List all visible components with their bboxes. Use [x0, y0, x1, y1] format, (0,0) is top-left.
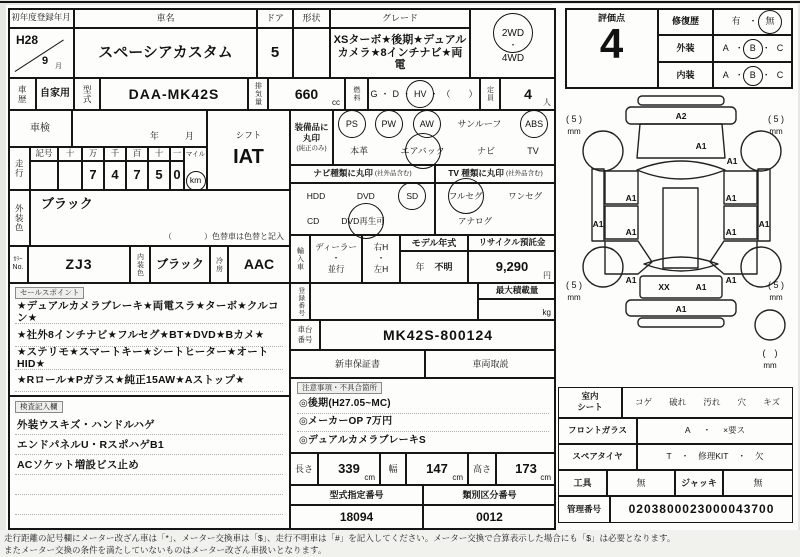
- cautions-tag: 注意事項・不具合箇所: [297, 382, 382, 394]
- equip-abs-circled: ABS: [525, 119, 544, 130]
- mileage-digit-header: 百: [126, 147, 148, 161]
- nav-row-2: [291, 217, 434, 227]
- import-label: [290, 235, 310, 283]
- handle-left: 左H: [373, 263, 389, 274]
- fuel-dot-1: ・: [380, 88, 390, 99]
- model-year-unknown: 不明: [434, 261, 453, 272]
- displacement-label-text: 排気量: [254, 82, 262, 106]
- damage-label-a1: A1: [726, 156, 738, 166]
- sales-point-line: ★ステリモ★スマートキー★シートヒーター★オートHID★: [15, 347, 283, 370]
- spare-dot-1: ・: [680, 451, 690, 462]
- first-registration-label: 初年度登録年月: [8, 8, 74, 28]
- rear-bottom-bar: [638, 318, 724, 327]
- exterior-color-label: [8, 190, 30, 246]
- class-number-value: 0012: [423, 505, 556, 530]
- shaken-year-unit: 年: [149, 130, 159, 141]
- import-handle-cell: [362, 235, 400, 283]
- chassis-label-1: 車台: [297, 324, 313, 334]
- caution-line: ◎デュアルカメラブレーキS: [299, 434, 426, 446]
- jack-value: 無: [723, 470, 793, 496]
- management-number-label: 管理番号: [558, 496, 610, 523]
- wheel-spare: [755, 310, 785, 340]
- tread-rear-right: ( 5 ): [767, 280, 785, 290]
- displacement-value: [268, 78, 345, 110]
- seat-options: [622, 387, 793, 418]
- drive-type-cell: [470, 8, 556, 78]
- windshield-value: [637, 418, 793, 444]
- equipment-row-2: [334, 146, 555, 156]
- ac-value: AAC: [228, 246, 290, 283]
- roof-panel: [663, 188, 698, 268]
- shape-value: [293, 28, 330, 78]
- mileage-digit: 7: [126, 161, 148, 190]
- color-no-label: [8, 246, 28, 283]
- import-dealer: ディーラー: [315, 242, 357, 253]
- tread-depth-labels: [566, 114, 784, 370]
- equipment-row-1: [334, 119, 555, 129]
- nav-type-header: [290, 165, 435, 183]
- fuel-dot-2: ・: [401, 88, 411, 99]
- cautions-box: [290, 378, 556, 453]
- jack-label: ジャッキ: [675, 470, 723, 496]
- shaken-month-unit: 月: [184, 130, 194, 141]
- nav-dvd-play-circled: DVD再生可: [341, 215, 385, 226]
- tv-type-items: [435, 183, 556, 235]
- interior-color-label: [130, 246, 150, 283]
- recycle-amount: 9,290: [495, 258, 529, 274]
- tread-front-right: ( 5 ): [767, 114, 785, 124]
- type-number-value: 18094: [290, 505, 423, 530]
- inspection-tag: 検査記入欄: [15, 401, 63, 413]
- height-unit: cm: [540, 472, 551, 482]
- inspection-line: 外装ウスキズ・ハンドルハゲ: [15, 415, 283, 435]
- length-number: 339: [338, 460, 360, 476]
- interior-grade-value: [713, 62, 793, 89]
- sales-point-line: ★社外8インチナビ★フルセグ★BT★DVD★Bカメ★: [15, 324, 283, 346]
- equipment-label-line1: 装備品に: [294, 122, 329, 132]
- model-code-label: [74, 78, 100, 110]
- spare-tire-label: スペアタイヤ: [558, 444, 637, 470]
- tread-rear-left: ( 5 ): [565, 280, 583, 290]
- windshield-label: フロントガラス: [558, 418, 637, 444]
- equipment-label-line3: (純正のみ): [296, 144, 327, 152]
- fuel-gasoline: G: [370, 88, 378, 99]
- mileage-digit: 4: [104, 161, 126, 190]
- side-sill-left: [592, 169, 604, 241]
- nav-type-header-text: ナビ種類に丸印: [313, 168, 373, 179]
- registration-number-label-text: 登録番号: [297, 286, 305, 317]
- import-dot-2: ・: [376, 253, 386, 264]
- windshield: [637, 161, 725, 179]
- tread-spare: ( ): [762, 348, 778, 358]
- width-unit: cm: [452, 472, 463, 482]
- mileage-digit-header: 十: [148, 147, 170, 161]
- recycle-value: [468, 251, 556, 283]
- rear-window: [644, 257, 718, 271]
- mileage-digit: 0: [170, 161, 184, 190]
- mileage-digit: 7: [82, 161, 104, 190]
- repair-history-value: [713, 8, 793, 35]
- mileage-label: [8, 147, 30, 190]
- inspection-box: [8, 396, 290, 529]
- color-no-label-2: No.: [12, 264, 24, 272]
- sales-points-tag-row: [15, 287, 283, 299]
- import-label-text: 輸入車: [296, 247, 304, 271]
- chassis-label-2: 番号: [297, 334, 313, 344]
- repair-history-label: 修復歴: [658, 8, 713, 35]
- damage-label-a1: A1: [625, 227, 637, 237]
- chassis-label: [290, 320, 320, 350]
- nav-type-header-note: (社外品含む): [374, 170, 412, 178]
- exterior-color-text: ブラック: [41, 196, 93, 211]
- damage-label-a1: A1: [675, 304, 687, 314]
- mileage-digit-header: 千: [104, 147, 126, 161]
- equipment-label-line2: 丸印: [302, 132, 320, 143]
- first-registration-value: [8, 28, 74, 78]
- cautions-tag-row: [297, 382, 549, 394]
- manual-cell: 車両取説: [425, 350, 556, 378]
- interior-grade-a: A: [722, 70, 729, 81]
- width-number: 147: [426, 460, 448, 476]
- sales-point-line: ★デュアルカメラブレーキ★両電スラ★ターボ★クルコン★: [15, 301, 283, 324]
- model-code-label-text: 型式: [82, 84, 93, 104]
- grade-value: XSターボ★後期★デュアルカメラ★8インチナビ★両電: [330, 28, 470, 78]
- exterior-grade-a: A: [722, 43, 729, 54]
- rear-gate: [640, 276, 722, 298]
- seat-option-yogore: 汚れ: [703, 396, 721, 407]
- equip-leather: 本革: [350, 145, 369, 156]
- inspection-empty-line: [15, 475, 283, 495]
- hood-panel: [637, 124, 725, 158]
- km-circled: km: [189, 175, 202, 186]
- interior-grade-b-circled: B: [749, 70, 756, 81]
- seat-option-ana: 穴: [737, 396, 746, 407]
- damage-label-a1: A1: [625, 275, 637, 285]
- repair-no-circled: 無: [765, 16, 775, 27]
- tv-row-1: [436, 192, 555, 202]
- mileage-digit: 5: [148, 161, 170, 190]
- seat-option-yabure: 破れ: [669, 396, 687, 407]
- shaken-label: 車検: [8, 110, 72, 147]
- damage-label-a1: A1: [758, 219, 770, 229]
- footer-notes: [4, 532, 796, 557]
- color-change-note: （ ）色替車は色替と記入: [164, 231, 284, 241]
- nav-dvd: DVD: [356, 190, 375, 201]
- spare-tire-value: [637, 444, 793, 470]
- ac-label-text: 冷房: [215, 256, 223, 273]
- drive-separator-dot: ・: [508, 40, 518, 51]
- model-year-header: モデル年式: [400, 235, 468, 251]
- repair-dot: ・: [748, 16, 758, 27]
- car-damage-diagram: [552, 94, 794, 390]
- fuel-label-text: 燃料: [353, 86, 360, 102]
- length-value: [318, 453, 380, 485]
- equipment-label: [290, 110, 333, 165]
- spare-tire-kit: 修理KIT: [698, 451, 729, 462]
- exterior-color-value: [30, 190, 290, 246]
- repair-yes: 有: [731, 16, 741, 27]
- handle-right: 右H: [373, 242, 389, 253]
- management-number-value: 0203800023000043700: [610, 496, 793, 523]
- height-value: [496, 453, 556, 485]
- damage-label-xx: XX: [658, 282, 670, 292]
- sales-points-box: [8, 283, 290, 396]
- capacity-number: 4: [524, 85, 532, 102]
- spare-tire-t: T: [666, 451, 672, 462]
- equip-airbag-circled: エアバック: [400, 145, 445, 156]
- quarter-panel-right: [710, 241, 757, 274]
- equip-navi: ナビ: [477, 145, 496, 156]
- mile-label: マイル: [185, 151, 206, 158]
- sales-point-line: ★Rロール★Pガラス★純正15AW★Aストップ★: [15, 370, 283, 392]
- shift-label: シフト: [235, 129, 262, 140]
- max-load-unit: kg: [542, 307, 551, 317]
- tools-value: 無: [607, 470, 675, 496]
- nav-row-1: [291, 192, 434, 202]
- fuel-value: [368, 78, 480, 110]
- tread-unit: mm: [567, 127, 581, 136]
- drive-4wd: 4WD: [501, 52, 525, 64]
- tread-unit: mm: [567, 293, 581, 302]
- fuel-hv-circled: HV: [414, 88, 427, 99]
- tread-unit: mm: [769, 293, 783, 302]
- inspection-empty-line: [15, 495, 283, 515]
- exterior-color-label-text: 外装色: [14, 203, 25, 233]
- tv-type-header: [435, 165, 556, 183]
- wheel-front-left: [583, 131, 623, 171]
- inspection-line: ACソケット増設ビス止め: [15, 455, 283, 475]
- equip-aw-circled: AW: [419, 119, 434, 130]
- width-label: 幅: [380, 453, 406, 485]
- evaluation-score-value: 4: [599, 20, 624, 68]
- quarter-panel-left: [605, 241, 652, 274]
- first-reg-month-unit: 月: [55, 63, 62, 70]
- color-no-label-1: ｶﾗｰ: [13, 256, 23, 263]
- height-label: 高さ: [468, 453, 496, 485]
- model-code-value: DAA-MK42S: [100, 78, 248, 110]
- height-number: 173: [515, 460, 537, 476]
- mileage-digit: [58, 161, 82, 190]
- exterior-grade-value: [713, 35, 793, 62]
- max-load-header: 最大積載量: [478, 283, 556, 299]
- seat-label-1: 室内: [581, 391, 599, 402]
- inspection-tag-row: [15, 401, 283, 413]
- drive-2wd-circled: 2WD: [501, 27, 525, 39]
- warranty-cell: 新車保証書: [290, 350, 425, 378]
- interior-color-label-text: 内装色: [136, 252, 144, 277]
- evaluation-score-label: 評価点: [597, 13, 625, 23]
- mileage-digit-header: 万: [82, 147, 104, 161]
- recycle-header: リサイクル預託金: [468, 235, 556, 251]
- exterior-grade-b-circled: B: [749, 43, 756, 54]
- door-label: ドア: [257, 8, 293, 28]
- exterior-dot-1: ・: [734, 43, 744, 54]
- recycle-unit: 円: [543, 270, 551, 280]
- damage-label-a1: A1: [625, 193, 637, 203]
- spare-dot-2: ・: [737, 451, 746, 462]
- nav-type-items: [290, 183, 435, 235]
- nav-hdd: HDD: [306, 190, 326, 201]
- nav-cd: CD: [307, 215, 320, 226]
- displacement-number: 660: [294, 85, 319, 102]
- fuel-diesel: D: [392, 88, 399, 99]
- mileage-unit-cell: [184, 147, 207, 190]
- seat-option-kizu: キズ: [763, 396, 780, 407]
- mileage-symbol-header: 記号: [30, 147, 58, 161]
- seat-label: [558, 387, 622, 418]
- shape-label: 形状: [293, 8, 330, 28]
- tread-unit: mm: [763, 361, 777, 370]
- equip-tv: TV: [527, 145, 539, 156]
- max-load-value: [478, 299, 556, 320]
- wheel-front-right: [741, 131, 781, 171]
- shift-cell: [207, 110, 290, 190]
- import-parallel: 並行: [327, 263, 345, 274]
- interior-grade-label: 内装: [658, 62, 713, 89]
- interior-color-value: ブラック: [150, 246, 210, 283]
- sales-points-tag: セールスポイント: [15, 287, 84, 299]
- seat-option-koge: コゲ: [635, 396, 653, 407]
- equip-ps-circled: PS: [345, 119, 358, 130]
- tread-front-left: ( 5 ): [565, 114, 583, 124]
- capacity-label-text: 定員: [486, 86, 494, 102]
- equipment-items: [333, 110, 556, 165]
- length-unit: cm: [364, 472, 375, 482]
- shaken-value: [72, 110, 207, 147]
- displacement-unit: cc: [332, 97, 340, 107]
- shift-value: IAT: [233, 146, 264, 169]
- tv-oneseg: ワンセグ: [508, 190, 543, 201]
- scan-edge-line: [0, 1, 800, 3]
- exterior-grade-c: C: [776, 43, 784, 54]
- front-top-bar: [638, 96, 724, 105]
- footer-note-line-1: 走行距離の記号欄にメーター改ざん車は「*」、メーター交換車は「$」、走行不明車は「#」を記入してください。メーター交換で合算表示した場合にも「$」は必要となります。: [4, 533, 676, 543]
- damage-label-a1: A1: [725, 193, 737, 203]
- history-value: 自家用: [36, 78, 74, 110]
- caution-line: ◎メーカーOP 7万円: [297, 414, 549, 432]
- interior-dot-1: ・: [734, 70, 744, 81]
- grade-label: グレード: [330, 8, 470, 28]
- footer-note-line-2: またメーター交換の条件を満たしていないものはメーター改ざん車扱いとなります。: [4, 545, 327, 556]
- damage-label-a1: A1: [725, 275, 737, 285]
- displacement-label: [248, 78, 268, 110]
- car-name-label: 車名: [74, 8, 257, 28]
- seat-label-2: シート: [577, 402, 603, 412]
- tv-row-2: [436, 217, 555, 227]
- tv-type-header-note: (社外品含む): [505, 170, 543, 178]
- tv-fullseg-circled: フルセグ: [448, 190, 483, 201]
- model-year-value: [400, 251, 468, 283]
- caution-line: ◎後期(H27.05~MC): [297, 395, 549, 413]
- side-sill-right: [758, 169, 770, 241]
- fuel-label: [345, 78, 368, 110]
- first-reg-month: 9: [42, 55, 49, 67]
- length-label: 長さ: [290, 453, 318, 485]
- import-dot-1: ・: [331, 253, 341, 264]
- equip-pw-circled: PW: [381, 119, 397, 130]
- tv-analog: アナログ: [458, 215, 493, 226]
- damage-label-a2: A2: [675, 111, 687, 121]
- inspection-line: エンドパネルU・RスポハゲB1: [15, 435, 283, 455]
- tools-label: 工具: [558, 470, 607, 496]
- interior-grade-c: C: [776, 70, 784, 81]
- windshield-dot: ・: [702, 425, 712, 436]
- color-no-value: ZJ3: [28, 246, 130, 283]
- fuel-dot-3: ・: [429, 88, 439, 99]
- mileage-label-text: 走行: [14, 159, 25, 178]
- type-number-header: 型式指定番号: [290, 485, 423, 505]
- windshield-option-x: ×要ス: [723, 425, 746, 436]
- exterior-dot-2: ・: [761, 43, 771, 54]
- ac-label: [210, 246, 228, 283]
- exterior-grade-label: 外装: [658, 35, 713, 62]
- mileage-digit-header: 一: [170, 147, 184, 161]
- evaluation-score-cell: [565, 8, 658, 89]
- width-value: [406, 453, 468, 485]
- tv-type-header-text: TV 種類に丸印: [448, 168, 504, 179]
- windshield-option-a: A: [684, 425, 691, 436]
- first-reg-year: H28: [16, 33, 39, 47]
- door-count-value: 5: [257, 28, 293, 78]
- damage-label-a1: A1: [592, 219, 604, 229]
- damage-label-a1: A1: [695, 282, 707, 292]
- damage-label-a1: A1: [695, 141, 707, 151]
- history-label-text: 車歴: [17, 84, 28, 104]
- class-number-header: 類別区分番号: [423, 485, 556, 505]
- registration-number-value: [310, 283, 478, 320]
- car-name-value: スペーシアカスタム: [74, 28, 257, 78]
- model-year-unit: 年: [415, 261, 425, 272]
- chassis-number: MK42S-800124: [320, 320, 556, 350]
- wheel-rear-left: [583, 247, 623, 287]
- interior-dot-2: ・: [761, 70, 771, 81]
- damage-label-a1: A1: [725, 227, 737, 237]
- capacity-unit: 人: [543, 97, 551, 107]
- equip-sunroof: サンルーフ: [457, 119, 502, 130]
- capacity-value: [500, 78, 556, 110]
- capacity-label: [480, 78, 500, 110]
- spare-tire-missing: 欠: [754, 451, 764, 462]
- mileage-digit-header: 十: [58, 147, 82, 161]
- tread-unit: mm: [769, 127, 783, 136]
- history-label: [8, 78, 36, 110]
- fuel-paren: （ ）: [441, 88, 478, 99]
- mileage-symbol-value: [30, 161, 58, 190]
- registration-number-label: [290, 283, 310, 320]
- nav-sd-circled: SD: [406, 190, 419, 201]
- import-dealer-cell: [310, 235, 362, 283]
